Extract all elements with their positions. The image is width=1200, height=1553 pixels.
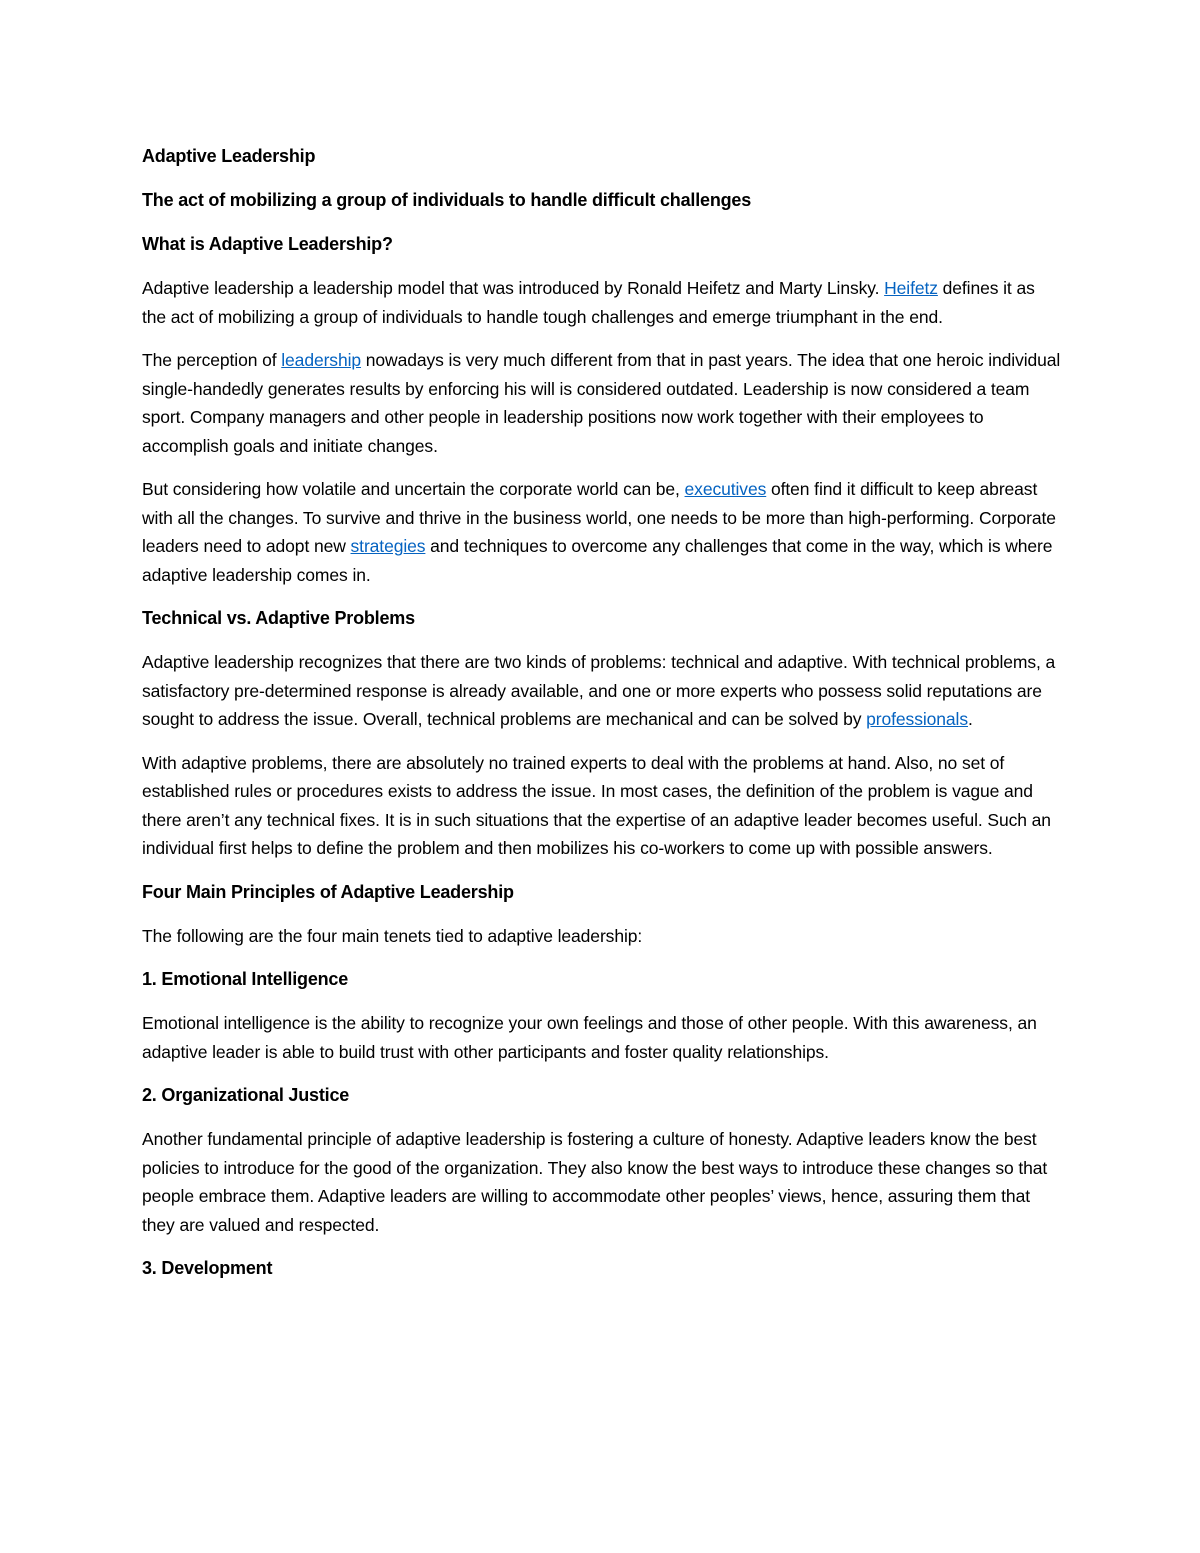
- link-leadership[interactable]: leadership: [281, 350, 362, 370]
- link-strategies[interactable]: strategies: [350, 536, 426, 556]
- principle-text-organizational-justice: Another fundamental principle of adaptive leadership is fostering a culture of honesty. Adaptive leaders know the best policies to introduce for the good of the organization. They also know the best ways to introduce these changes so that people embrace them. Adaptive leaders are willing to accommodate other peoples’ views, hence, assuring them that they are valued and respected.: [142, 1129, 1048, 1235]
- document-title: Adaptive Leadership: [142, 146, 316, 166]
- paragraph-text: But considering how volatile and uncertain the corporate world can be,: [142, 479, 685, 499]
- link-executives[interactable]: executives: [684, 479, 767, 499]
- principle-heading-development: 3. Development: [142, 1258, 273, 1278]
- link-professionals[interactable]: professionals: [866, 709, 968, 729]
- principle-heading-emotional-intelligence: 1. Emotional Intelligence: [142, 969, 349, 989]
- link-heifetz[interactable]: Heifetz: [884, 278, 938, 298]
- paragraph-text: nowadays is very much different from that in past years. The idea that one heroic individual single-handedly generates results by enforcing his will is considered outdated. Leadership is now considered a team sport. Company managers and other people in leadership positions now work together with their employees to accomplish goals and initiate changes.: [142, 350, 1061, 456]
- paragraph-text: Adaptive leadership a leadership model that was introduced by Ronald Heifetz and Marty Linsky.: [142, 278, 885, 298]
- document-subtitle: The act of mobilizing a group of individuals to handle difficult challenges: [142, 190, 752, 210]
- paragraph-principles-intro: The following are the four main tenets tied to adaptive leadership:: [142, 925, 643, 946]
- document-body: [142, 142, 1062, 1282]
- paragraph-adaptive: With adaptive problems, there are absolutely no trained experts to deal with the problems at hand. Also, no set of established rules or procedures exists to address the issue. In most cases, the definition of the problem is vague and there aren’t any technical fixes. It is in such situations that the expertise of an adaptive leader becomes useful. Such an individual first helps to define the problem and then mobilizes his co-workers to come up with possible answers.: [142, 752, 1051, 858]
- section-heading-what-is: What is Adaptive Leadership?: [142, 234, 393, 254]
- principle-text-emotional-intelligence: Emotional intelligence is the ability to recognize your own feelings and those of other people. With this awareness, an adaptive leader is able to build trust with other participants and foster quality relationships.: [142, 1013, 1037, 1062]
- paragraph-intro: [142, 274, 1062, 331]
- paragraph-perception: [142, 346, 1062, 460]
- principle-heading-organizational-justice: 2. Organizational Justice: [142, 1085, 350, 1105]
- paragraph-text: defines it as the act of mobilizing a group of individuals to handle tough challenges and emerge triumphant in the end.: [142, 278, 1035, 327]
- section-heading-problems: Technical vs. Adaptive Problems: [142, 608, 415, 628]
- paragraph-text: The perception of: [142, 350, 282, 370]
- paragraph-corporate: [142, 475, 1062, 589]
- paragraph-technical: [142, 648, 1062, 734]
- section-heading-principles: Four Main Principles of Adaptive Leadership: [142, 881, 514, 902]
- paragraph-text: and techniques to overcome any challenges that come in the way, which is where adaptive leadership comes in.: [142, 536, 1053, 585]
- paragraph-text: Adaptive leadership recognizes that there are two kinds of problems: technical and adaptive. With technical problems, a satisfactory pre-determined response is already available, and one or more experts who possess solid reputations are sought to address the issue. Overall, technical problems are mechanical and can be solved by: [142, 652, 1056, 729]
- paragraph-text: .: [967, 709, 973, 729]
- paragraph-text: often find it difficult to keep abreast with all the changes. To survive and thrive in the business world, one needs to be more than high-performing. Corporate leaders need to adopt new: [142, 479, 1056, 556]
